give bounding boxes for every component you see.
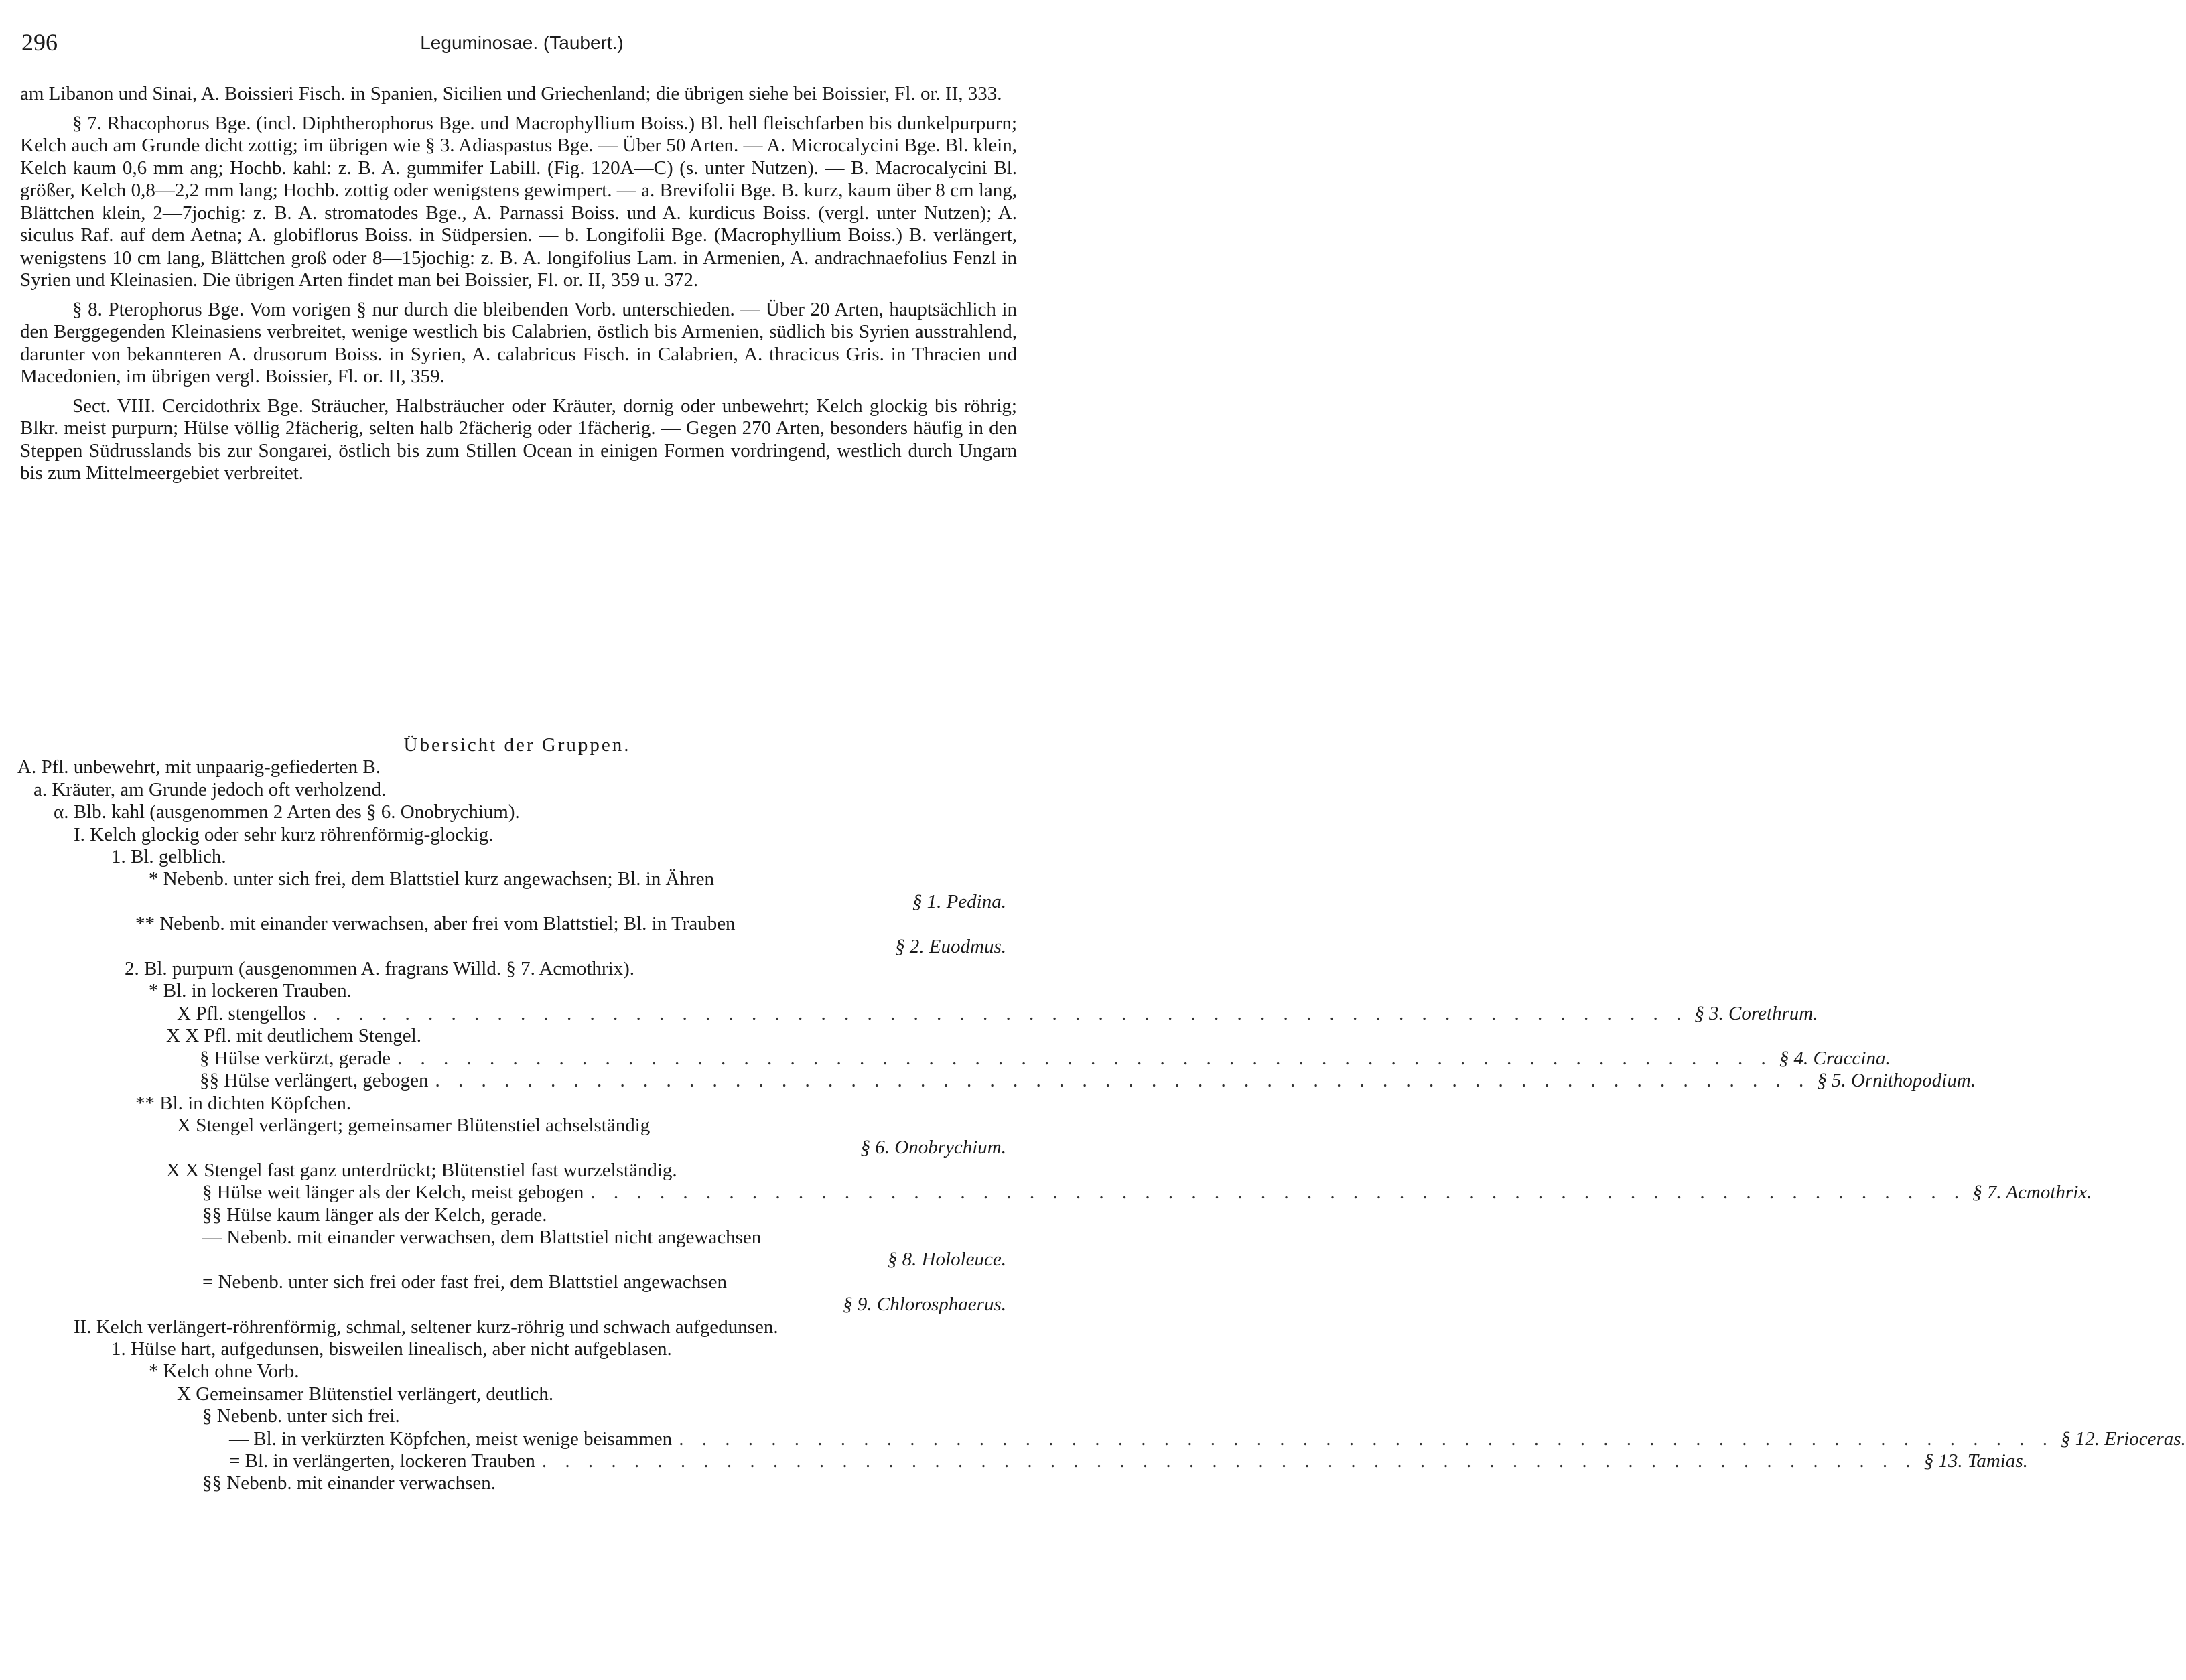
key-line: 1. Hülse hart, aufgedunsen, bisweilen linealisch, aber nicht aufgeblasen. [111,1338,672,1360]
key-line: X Gemeinsamer Blütenstiel verlängert, deutlich. [177,1383,554,1405]
key-line: § 8. Hololeuce. [887,1249,1006,1271]
dot-leader: . . . . . . . . . . . . . . . . . . . . . . . . . . . . . . . . . . . . . . . . . . . . . . . . . . . . . . . . . . . . [590,1182,1966,1204]
paragraph: am Libanon und Sinai, A. Boissieri Fisch. in Spanien, Sicilien und Griechenland; die übrigen siehe bei Boissier, Fl. or. II, 333. [20,83,1002,104]
section-reference: § 3. Corethrum. [1694,1002,1818,1024]
key-line: § 6. Onobrychium. [860,1137,1006,1159]
key-text: § Hülse verkürzt, gerade [200,1047,391,1069]
key-line: X Stengel verlängert; gemeinsamer Blütenstiel achselständig [177,1114,651,1136]
dot-leader: . . . . . . . . . . . . . . . . . . . . . . . . . . . . . . . . . . . . . . . . . . . . . . . . . . . . . . . . . . . . [435,1070,1811,1092]
key-line: X X Pfl. mit deutlichem Stengel. [166,1025,421,1047]
section-reference: § 7. Acmothrix. [1972,1182,2092,1204]
key-line: § 1. Pedina. [912,890,1006,912]
running-head: Leguminosae. (Taubert.) [420,32,624,53]
key-line: § 2. Euodmus. [895,935,1006,957]
section-reference: § 13. Tamias. [1923,1450,2028,1472]
key-line: = Nebenb. unter sich frei oder fast frei, dem Blattstiel angewachsen [202,1271,727,1293]
paragraph: Sect. VIII. Cercidothrix Bge. Sträucher, Halbsträucher oder Kräuter, dornig oder unbewehrt; Kelch glockig bis röhrig; Blkr. meist purpurn; Hülse völlig 2fächerig, selten halb 2fächerig oder 1fächerig. — Gegen 270 Arten, besonders häufig in den Steppen Südrusslands bis zur Songarei, östlich bis zum Stillen Ocean in einigen Formen vordringend, westlich durch Ungarn bis zum Mittelmeergebiet verbreitet. [20,395,1017,484]
overview-title: Übersicht der Gruppen. [403,734,631,756]
group-overview [17,734,2186,1495]
key-line: § 9. Chlorosphaerus. [843,1293,1006,1316]
key-line: ** Bl. in dichten Köpfchen. [135,1092,352,1114]
key-line: * Kelch ohne Vorb. [149,1360,299,1383]
key-line [17,1427,2186,1450]
page-number: 296 [21,29,58,56]
key-line: a. Kräuter, am Grunde jedoch oft verholzend. [33,778,387,800]
dot-leader: . . . . . . . . . . . . . . . . . . . . . . . . . . . . . . . . . . . . . . . . . . . . . . . . . . . . . . . . . . . . [679,1427,2054,1450]
key-text: § Hülse weit länger als der Kelch, meist gebogen [202,1182,584,1204]
key-line: A. Pfl. unbewehrt, mit unpaarig-gefiederten B. [17,756,381,778]
key-line: α. Blb. kahl (ausgenommen 2 Arten des § 6. Onobrychium). [54,801,520,823]
key-text: §§ Hülse verlängert, gebogen [200,1070,429,1092]
dot-leader: . . . . . . . . . . . . . . . . . . . . . . . . . . . . . . . . . . . . . . . . . . . . . . . . . . . . . . . . . . . . [312,1002,1688,1024]
dot-leader: . . . . . . . . . . . . . . . . . . . . . . . . . . . . . . . . . . . . . . . . . . . . . . . . . . . . . . . . . . . . [397,1047,1773,1069]
key-line: I. Kelch glockig oder sehr kurz röhrenförmig-glockig. [74,823,494,845]
key-line: II. Kelch verlängert-röhrenförmig, schmal, seltener kurz-röhrig und schwach aufgedunsen. [74,1316,778,1338]
paragraph: § 8. Pterophorus Bge. Vom vorigen § nur durch die bleibenden Vorb. unterschieden. — Über 20 Arten, hauptsächlich in den Berggegenden Kleinasiens verbreitet, wenige westlich bis Calabrien, östlich bis Armenien, südlich bis Syrien ausstrahlend, darunter von bekannteren A. drusorum Boiss. in Syrien, A. calabricus Fisch. in Calabrien, A. thracicus Gris. in Thracien und Macedonien, im übrigen vergl. Boissier, Fl. or. II, 359. [20,298,1017,387]
key-line [17,1047,1891,1070]
section-reference: § 5. Ornithopodium. [1817,1070,1976,1092]
key-text: — Bl. in verkürzten Köpfchen, meist wenige beisammen [229,1427,673,1450]
key-line: ** Nebenb. mit einander verwachsen, aber frei vom Blattstiel; Bl. in Trauben [135,913,736,935]
paragraph: § 7. Rhacophorus Bge. (incl. Diphtherophorus Bge. und Macrophyllium Boiss.) Bl. hell fleischfarben bis dunkelpurpurn; Kelch auch am Grunde dicht zottig; im übrigen wie § 3. Adiaspastus Bge. — Über 50 Arten. — A. Microcalycini Bge. Bl. klein, Kelch kaum 0,6 mm ang; Hochb. kahl: z. B. A. gummifer Labill. (Fig. 120A—C) (s. unter Nutzen). — B. Macrocalycini Bl. größer, Kelch 0,8—2,2 mm lang; Hochb. zottig oder wenigstens gewimpert. — a. Brevifolii Bge. B. kurz, kaum über 8 cm lang, Blättchen klein, 2—7jochig: z. B. A. stromatodes Bge., A. Parnassi Boiss. und A. kurdicus Boiss. (vergl. unter Nutzen); A. siculus Raf. auf dem Aetna; A. globiflorus Boiss. in Südpersien. — b. Longifolii Bge. (Macrophyllium Boiss.) B. verlängert, wenigstens 10 cm lang, Blättchen groß oder 8—15jochig: z. B. A. longifolius Lam. in Armenien, A. andrachnaefolius Fenzl in Syrien und Kleinasien. Die übrigen Arten findet man bei Boissier, Fl. or. II, 359 u. 372. [20,112,1017,291]
overview-key [17,756,2186,1494]
section-reference: § 4. Craccina. [1779,1047,1891,1069]
key-line [17,1182,2092,1204]
key-line: — Nebenb. mit einander verwachsen, dem Blattstiel nicht angewachsen [202,1226,762,1248]
key-text: = Bl. in verlängerten, lockeren Trauben [229,1450,535,1472]
body-text [20,83,1017,485]
key-line: 1. Bl. gelblich. [111,846,226,868]
key-text: X Pfl. stengellos [177,1002,306,1024]
key-line: §§ Hülse kaum länger als der Kelch, gerade. [202,1204,547,1226]
key-line [17,1002,1818,1025]
key-line [17,1450,2028,1472]
key-line: § Nebenb. unter sich frei. [202,1405,400,1427]
key-line: X X Stengel fast ganz unterdrückt; Blütenstiel fast wurzelständig. [166,1159,677,1181]
dot-leader: . . . . . . . . . . . . . . . . . . . . . . . . . . . . . . . . . . . . . . . . . . . . . . . . . . . . . . . . . . . . [541,1450,1917,1472]
section-reference: § 12. Erioceras. [2060,1427,2186,1450]
key-line: 2. Bl. purpurn (ausgenommen A. fragrans Willd. § 7. Acmothrix). [125,958,635,980]
key-line: §§ Nebenb. mit einander verwachsen. [202,1472,496,1494]
key-line: * Bl. in lockeren Trauben. [149,980,352,1002]
page-header [21,28,1022,55]
key-line [17,1070,1976,1092]
key-line: * Nebenb. unter sich frei, dem Blattstiel kurz angewachsen; Bl. in Ähren [149,868,714,890]
